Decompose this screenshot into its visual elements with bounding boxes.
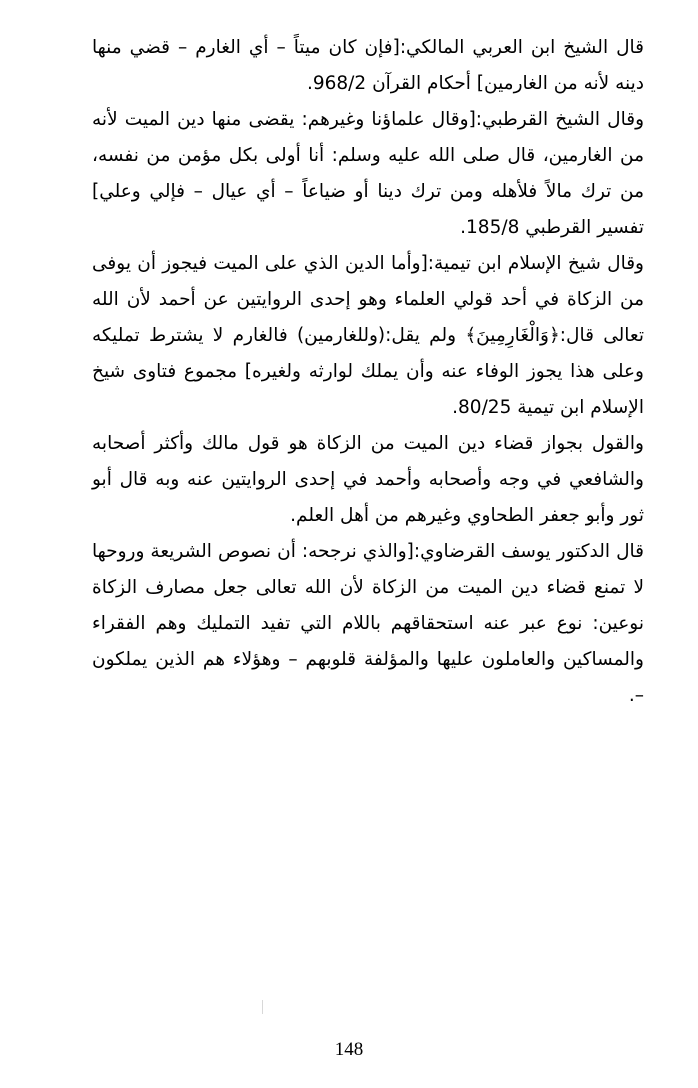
scan-artifact-line: [262, 1000, 263, 1014]
paragraph-ibn-taymiyyah: وقال شيخ الإسلام ابن تيمية:[وأما الدين الذي على الميت فيجوز أن يوفى من الزكاة في أحد قولي العلماء وهو إحدى الروايتين عن أحمد لأن الله تعالى قال:﴿وَالْغَارِمِينَ﴾ ولم يقل:(وللغارمين) فالغارم لا يشترط تمليكه وعلى هذا يجوز الوفاء عنه وأن يملك لوارثه ولغيره] مجموع فتاوى شيخ الإسلام ابن تيمية 80/25.: [92, 253, 644, 418]
paragraph-qaradawi: قال الدكتور يوسف القرضاوي:[والذي نرجحه: أن نصوص الشريعة وروحها لا تمنع قضاء دين الميت من الزكاة لأن الله تعالى جعل مصارف الزكاة نوعين: نوع عبر عنه استحقاقهم باللام التي تفيد التمليك وهم الفقراء والمساكين والعاملون عليها والمؤلفة قلوبهم – وهؤلاء هم الذين يملكون –.: [92, 541, 644, 706]
paragraph-qurtubi: وقال الشيخ القرطبي:[وقال علماؤنا وغيرهم: يقضى منها دين الميت لأنه من الغارمين، قال صلى الله عليه وسلم: أنا أولى بكل مؤمن من نفسه، من ترك مالاً فلأهله ومن ترك دينا أو ضياعاً – أي عيال – فإلي وعلي] تفسير القرطبي 185/8.: [92, 109, 644, 238]
paragraph-scholars-opinion: والقول بجواز قضاء دين الميت من الزكاة هو قول مالك وأكثر أصحابه والشافعي في وجه وأصحابه وأحمد في إحدى الروايتين عنه وبه قال أبو ثور وأبو جعفر الطحاوي وغيرهم من أهل العلم.: [92, 433, 644, 526]
paragraph-ibn-al-arabi: قال الشيخ ابن العربي المالكي:[فإن كان ميتاً – أي الغارم – قضي منها دينه لأنه من الغارمين] أحكام القرآن 968/2.: [92, 37, 644, 94]
page-number: 148: [334, 1039, 364, 1060]
body-text: [92, 30, 644, 714]
